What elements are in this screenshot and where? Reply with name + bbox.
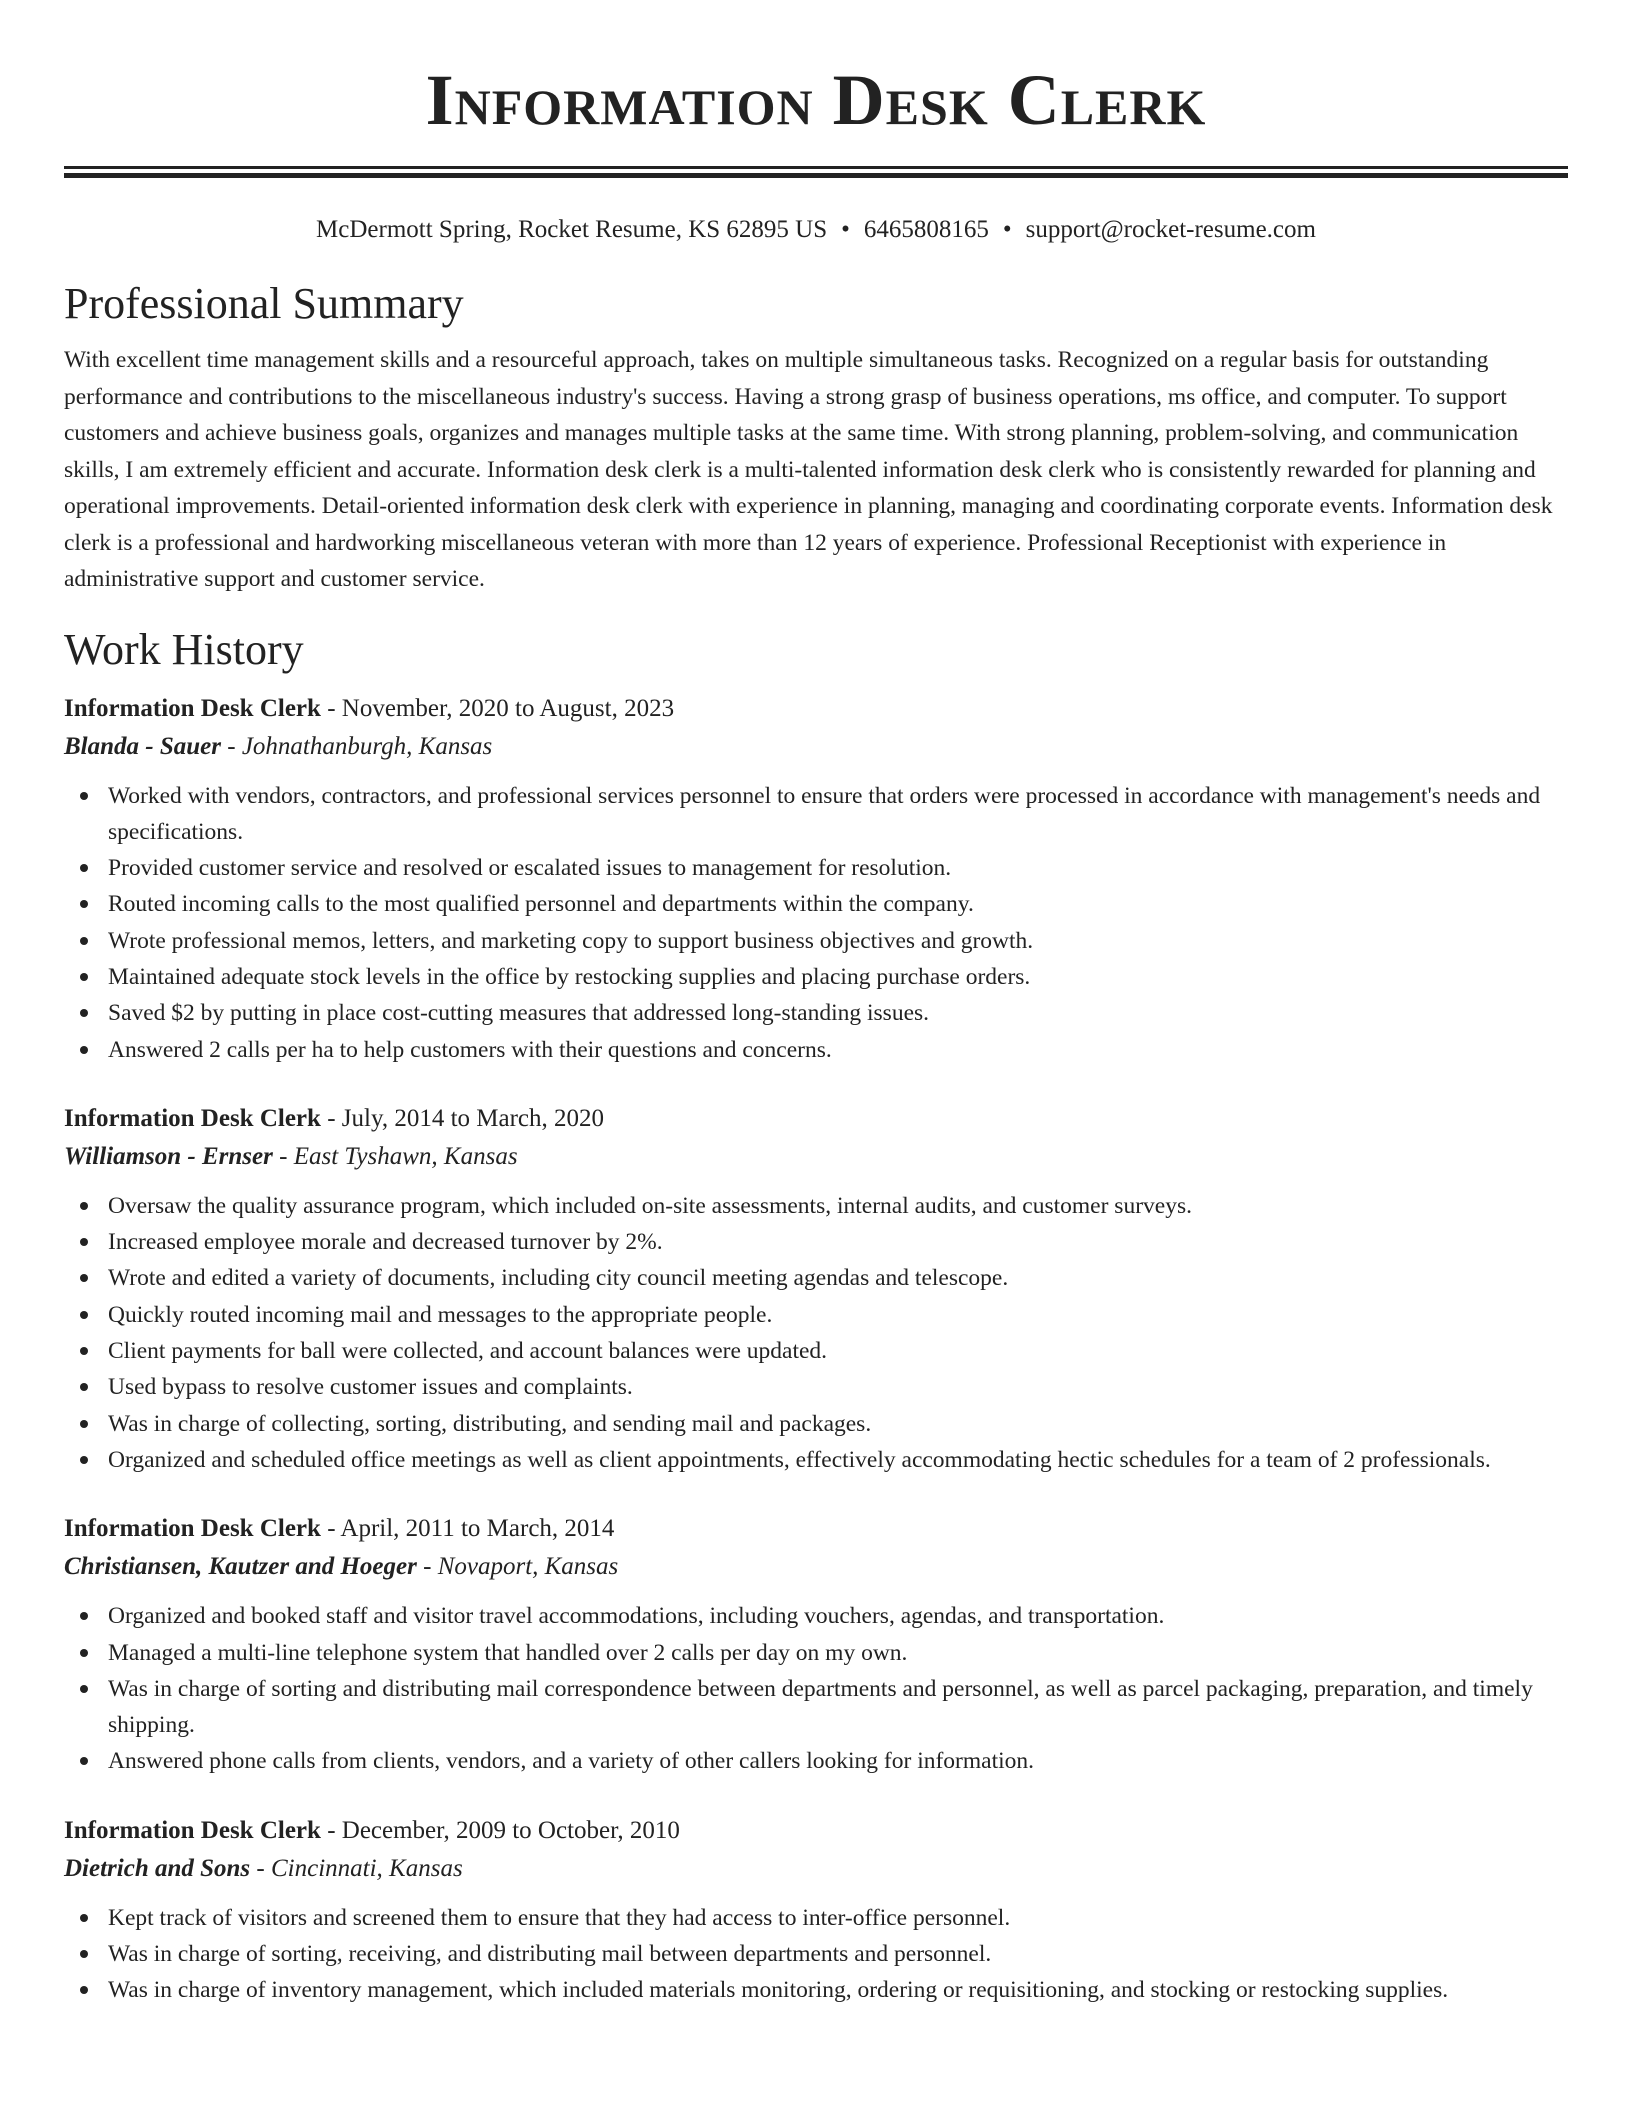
job-bullet: Wrote professional memos, letters, and marketing copy to support business objectives and growth. bbox=[108, 923, 1568, 959]
job-bullet: Was in charge of sorting and distributing mail correspondence between departments and personnel, as well as parcel packaging, preparation, and timely shipping. bbox=[108, 1671, 1568, 1744]
job-bullet: Kept track of visitors and screened them to ensure that they had access to inter-office personnel. bbox=[108, 1900, 1568, 1936]
job-bullet: Worked with vendors, contractors, and professional services personnel to ensure that orders were processed in accordance with management's needs and specifications. bbox=[108, 778, 1568, 851]
job-bullets bbox=[64, 1900, 1568, 2009]
job-title: Information Desk Clerk bbox=[64, 1104, 321, 1132]
job-dash: - bbox=[220, 732, 242, 760]
contact-phone: 6465808165 bbox=[863, 216, 989, 243]
job-dates: July, 2014 to March, 2020 bbox=[341, 1104, 605, 1132]
job-bullet: Saved $2 by putting in place cost-cutting measures that addressed long-standing issues. bbox=[108, 995, 1568, 1031]
job-bullet: Answered 2 calls per ha to help customers with their questions and concerns. bbox=[108, 1032, 1568, 1068]
job-bullet: Routed incoming calls to the most qualified personnel and departments within the company. bbox=[108, 886, 1568, 922]
job-bullet: Was in charge of inventory management, which included materials monitoring, ordering or requisitioning, and stocking or restocking supplies. bbox=[108, 1972, 1568, 2008]
job-bullet: Maintained adequate stock levels in the office by restocking supplies and placing purchase orders. bbox=[108, 959, 1568, 995]
job-title-line bbox=[64, 1812, 1568, 1850]
job-title: Information Desk Clerk bbox=[64, 1816, 321, 1844]
job-title: Information Desk Clerk bbox=[64, 1515, 321, 1543]
job-bullet: Provided customer service and resolved or escalated issues to management for resolution. bbox=[108, 850, 1568, 886]
job-entry bbox=[64, 1100, 1568, 1478]
title-divider bbox=[64, 166, 1568, 178]
job-dash: - bbox=[320, 694, 342, 722]
job-title-line bbox=[64, 1100, 1568, 1138]
job-dates: November, 2020 to August, 2023 bbox=[341, 694, 675, 722]
job-company-line bbox=[64, 1548, 1568, 1586]
job-bullet: Organized and scheduled office meetings as well as client appointments, effectively accommodating hectic schedules for a team of 2 professionals. bbox=[108, 1442, 1568, 1478]
job-dates: December, 2009 to October, 2010 bbox=[341, 1816, 680, 1844]
job-entry bbox=[64, 1510, 1568, 1779]
job-bullet: Answered phone calls from clients, vendors, and a variety of other callers looking for information. bbox=[108, 1743, 1568, 1779]
job-dash: - bbox=[320, 1515, 341, 1543]
job-bullet: Oversaw the quality assurance program, which included on-site assessments, internal audits, and customer surveys. bbox=[108, 1188, 1568, 1224]
job-entry bbox=[64, 690, 1568, 1068]
job-dash: - bbox=[250, 1854, 271, 1882]
job-company-line bbox=[64, 728, 1568, 766]
contact-address: McDermott Spring, Rocket Resume, KS 62895 US bbox=[316, 216, 828, 243]
job-location: Novaport, Kansas bbox=[437, 1553, 619, 1581]
job-company-line bbox=[64, 1850, 1568, 1888]
job-dash: - bbox=[320, 1816, 342, 1844]
summary-text: With excellent time management skills and a resourceful approach, takes on multiple simultaneous tasks. Recognized on a regular basis for outstanding performance and contributions to the miscellaneous industry's success. Having a strong grasp of business operations, ms office, and computer. To support customers and achieve business goals, organizes and manages multiple tasks at the same time. With strong planning, problem-solving, and communication skills, I am extremely efficient and accurate. Information desk clerk is a multi-talented information desk clerk who is consistently rewarded for planning and operational improvements. Detail-oriented information desk clerk with experience in planning, managing and coordinating corporate events. Information desk clerk is a professional and hardworking miscellaneous veteran with more than 12 years of experience. Professional Receptionist with experience in administrative support and customer service. bbox=[64, 347, 1553, 592]
job-bullets bbox=[64, 1188, 1568, 1478]
job-bullet: Client payments for ball were collected, and account balances were updated. bbox=[108, 1333, 1568, 1369]
resume-title: Information Desk Clerk bbox=[425, 60, 1207, 140]
job-bullets bbox=[64, 1598, 1568, 1779]
job-dash: - bbox=[320, 1104, 342, 1132]
contact-separator: • bbox=[841, 216, 850, 243]
job-title-line bbox=[64, 1510, 1568, 1548]
job-bullet: Wrote and edited a variety of documents, including city council meeting agendas and telescope. bbox=[108, 1260, 1568, 1296]
job-entry bbox=[64, 1812, 1568, 2009]
job-company: Christiansen, Kautzer and Hoeger bbox=[64, 1553, 417, 1581]
job-bullet: Was in charge of sorting, receiving, and distributing mail between departments and personnel. bbox=[108, 1936, 1568, 1972]
summary-heading: Professional Summary bbox=[64, 279, 464, 328]
job-dash: - bbox=[272, 1142, 294, 1170]
contact-separator: • bbox=[1002, 216, 1012, 243]
job-location: East Tyshawn, Kansas bbox=[293, 1142, 518, 1170]
job-bullet: Organized and booked staff and visitor travel accommodations, including vouchers, agendas, and transportation. bbox=[108, 1598, 1568, 1634]
contact-line bbox=[64, 214, 1568, 246]
job-dash: - bbox=[416, 1553, 438, 1581]
job-bullet: Was in charge of collecting, sorting, distributing, and sending mail and packages. bbox=[108, 1406, 1568, 1442]
job-dates: April, 2011 to March, 2014 bbox=[340, 1515, 615, 1543]
job-bullet: Managed a multi-line telephone system that handled over 2 calls per day on my own. bbox=[108, 1635, 1568, 1671]
job-company: Dietrich and Sons bbox=[64, 1854, 251, 1882]
job-company: Blanda - Sauer bbox=[64, 732, 221, 760]
job-company-line bbox=[64, 1138, 1568, 1176]
job-location: Cincinnati, Kansas bbox=[271, 1854, 463, 1882]
job-bullet: Quickly routed incoming mail and messages to the appropriate people. bbox=[108, 1297, 1568, 1333]
job-bullet: Used bypass to resolve customer issues and complaints. bbox=[108, 1369, 1568, 1405]
resume-page bbox=[64, 0, 1568, 2009]
job-title: Information Desk Clerk bbox=[64, 694, 321, 722]
job-bullets bbox=[64, 778, 1568, 1068]
contact-email: support@rocket-resume.com bbox=[1025, 216, 1316, 243]
job-bullet: Increased employee morale and decreased turnover by 2%. bbox=[108, 1224, 1568, 1260]
job-location: Johnathanburgh, Kansas bbox=[241, 732, 493, 760]
job-company: Williamson - Ernser bbox=[64, 1142, 273, 1170]
job-title-line bbox=[64, 690, 1568, 728]
work-history-heading: Work History bbox=[64, 624, 304, 674]
